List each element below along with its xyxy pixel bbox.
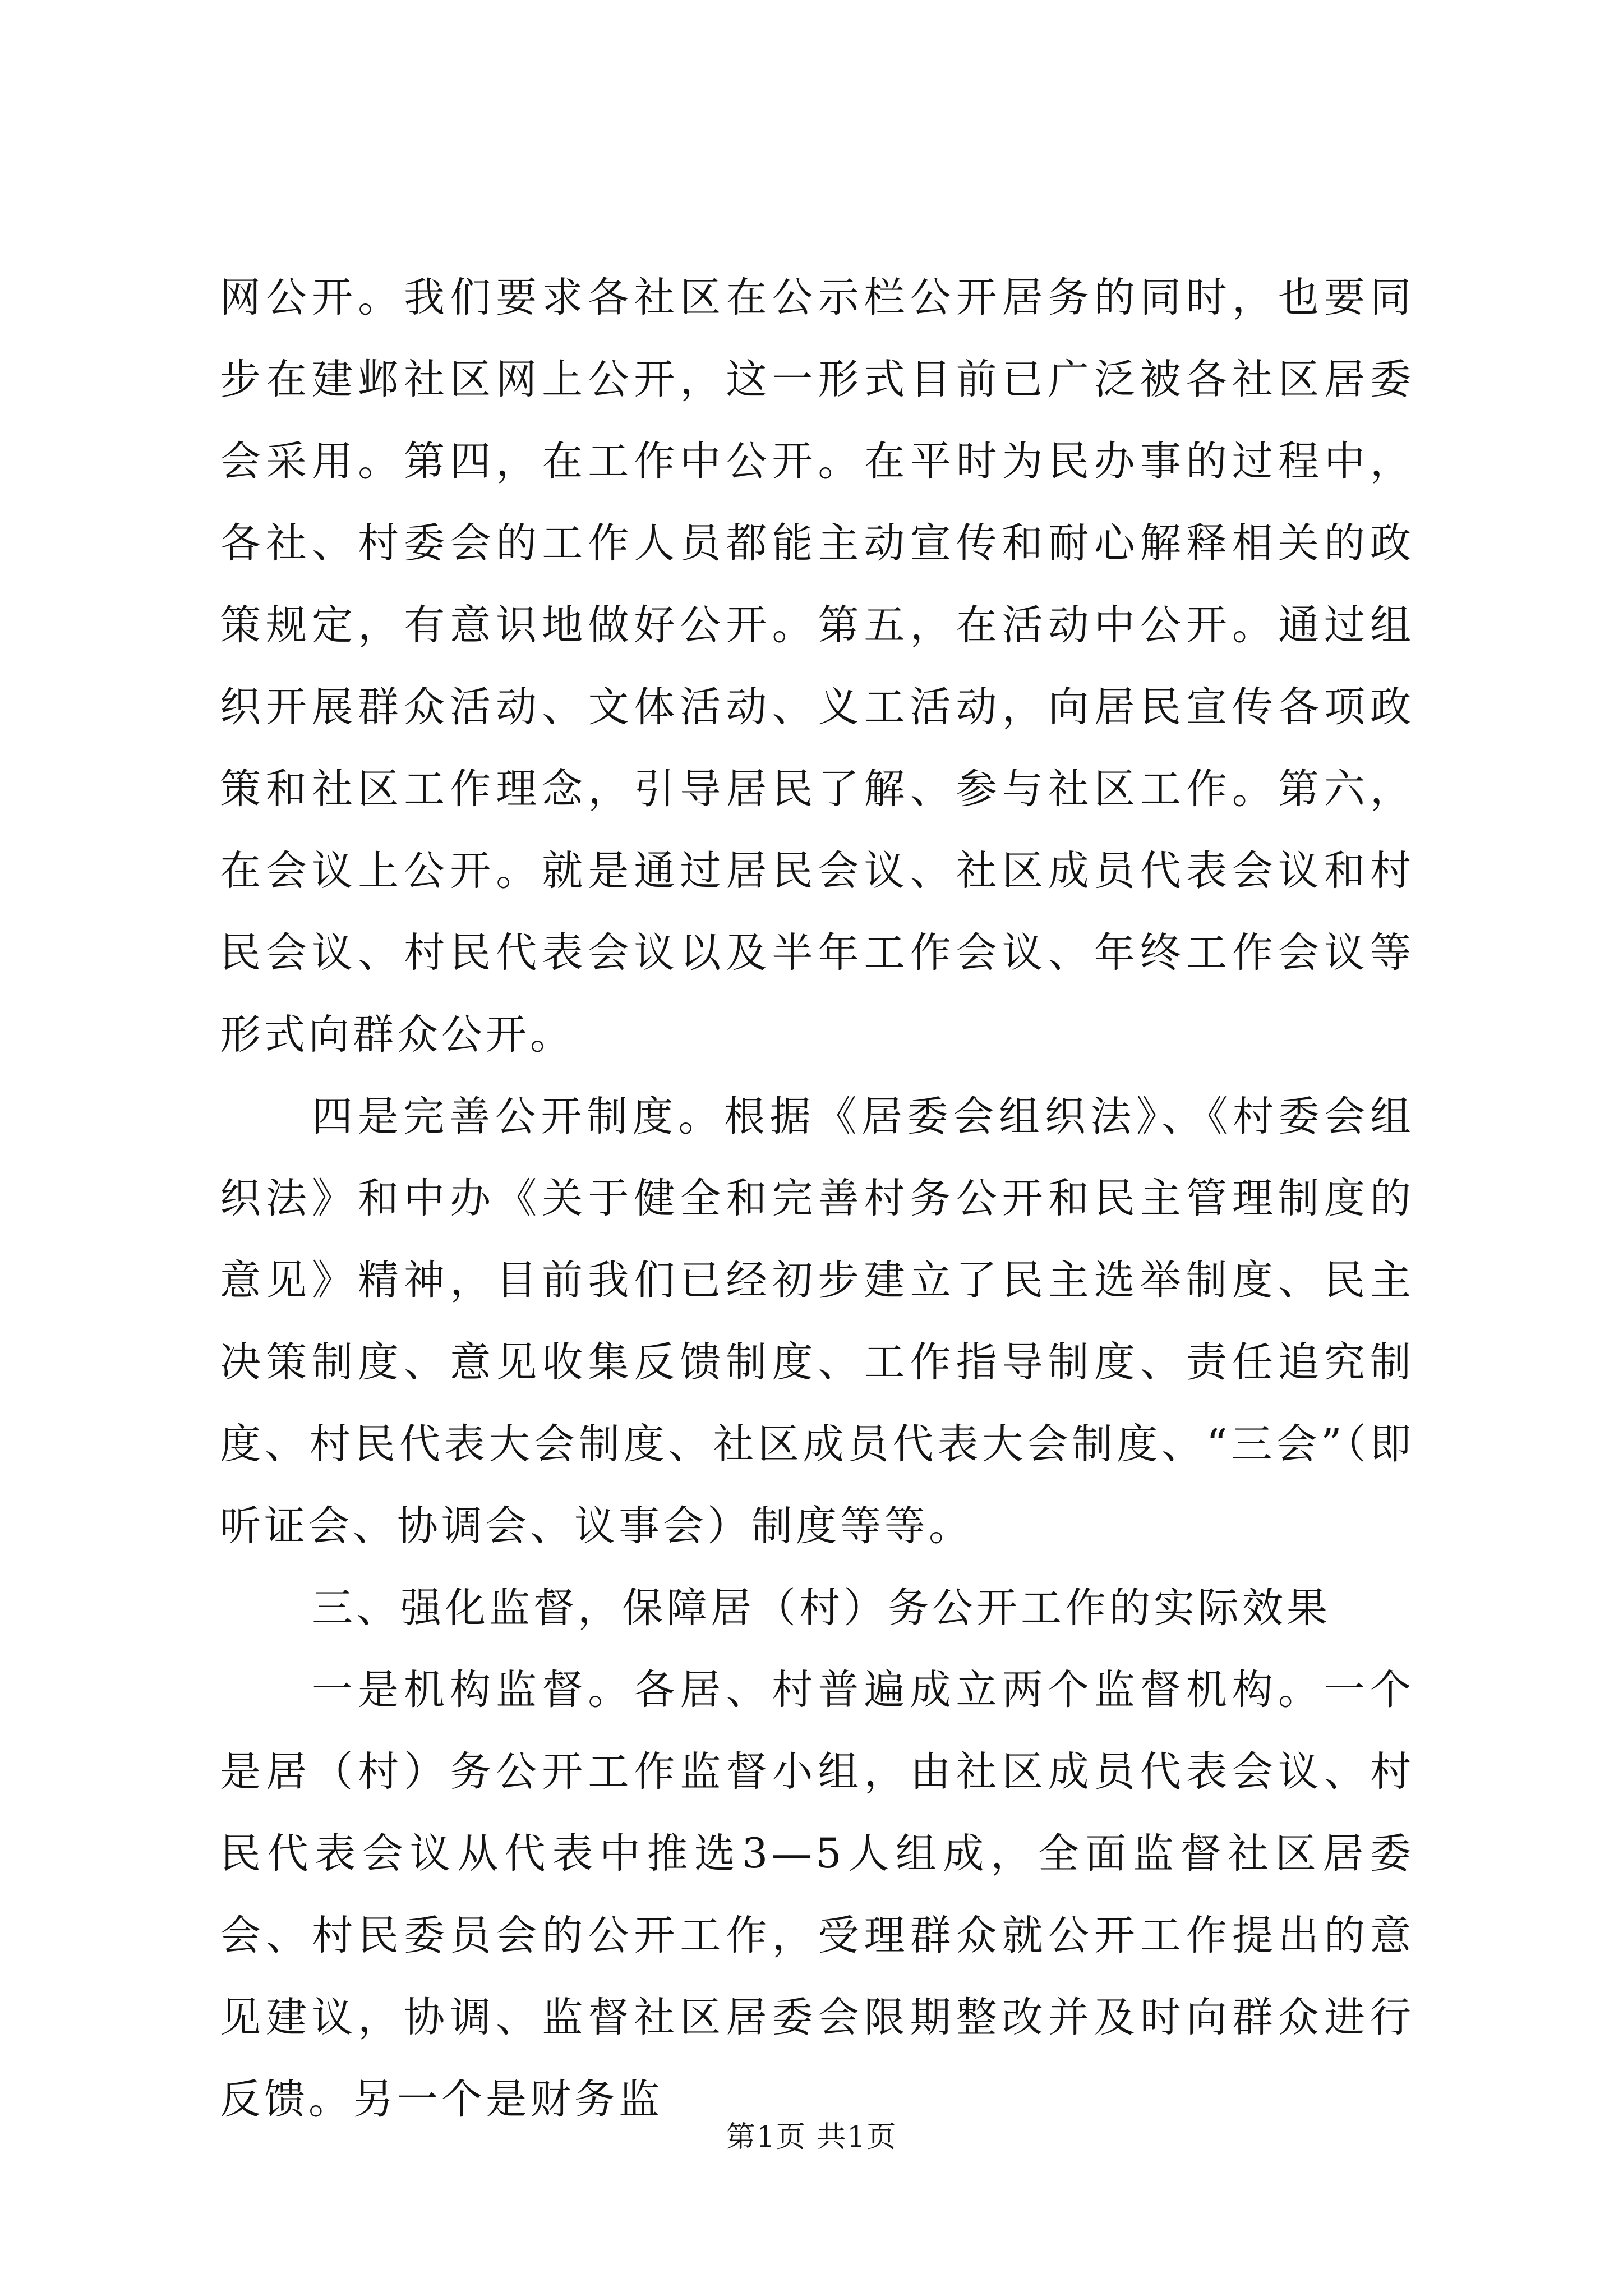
paragraph-2: 四是完善公开制度。根据《居委会组织法》、《村委会组织法》和中办《关于健全和完善村务公开和民主管理制度的意见》精神，目前我们已经初步建立了民主选举制度、民主决策制度、意见收集反馈制度、工作指导制度、责任追究制度、村民代表大会制度、社区成员代表大会制度、“三会”（即听证会、协调会、议事会）制度等等。 — [220, 1093, 1414, 1550]
section-heading: 三、强化监督，保障居（村）务公开工作的实际效果 — [312, 1584, 1331, 1632]
document-body — [220, 257, 1414, 2141]
paragraph-1: 网公开。我们要求各社区在公示栏公开居务的同时，也要同步在建邺社区网上公开，这一形式目前已广泛被各社区居委会采用。第四，在工作中公开。在平时为民办事的过程中，各社、村委会的工作人员都能主动宣传和耐心解释相关的政策规定，有意识地做好公开。第五，在活动中公开。通过组织开展群众活动、文体活动、义工活动，向居民宣传各项政策和社区工作理念，引导居民了解、参与社区工作。第六，在会议上公开。就是通过居民会议、社区成员代表会议和村民会议、村民代表会议以及半年工作会议、年终工作会议等形式向群众公开。 — [220, 274, 1414, 1059]
page-footer: 第1页 共1页 — [726, 2120, 897, 2154]
paragraph-3: 一是机构监督。各居、村普遍成立两个监督机构。一个是居（村）务公开工作监督小组，由社区成员代表会议、村民代表会议从代表中推选3—5人组成，全面监督社区居委会、村民委员会的公开工作，受理群众就公开工作提出的意见建议，协调、监督社区居委会限期整改并及时向群众进行反馈。另一个是财务监 — [220, 1666, 1414, 2123]
